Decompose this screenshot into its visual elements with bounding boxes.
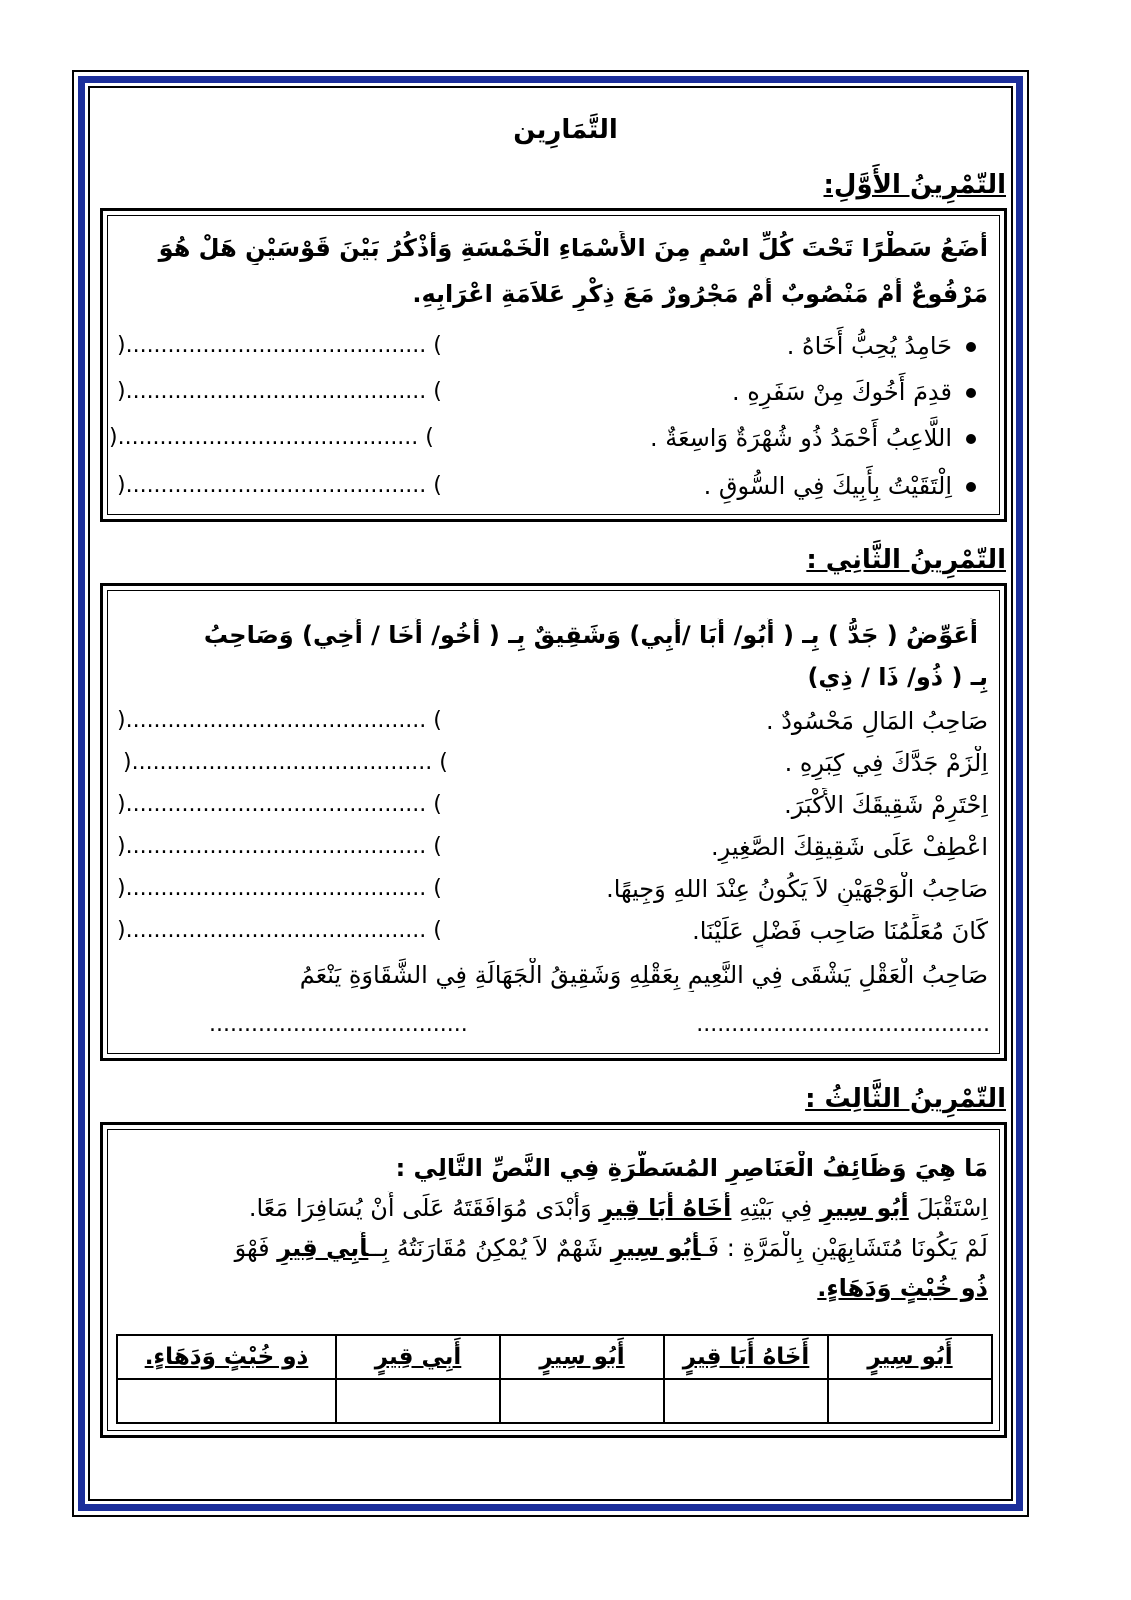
exercise-1-item: اِلْتَقَيْتُ بِأَبِيكَ فِي السُّوقِ . <box>704 469 976 503</box>
underlined-term: ذُو خُبْثٍ وَدَهَاءٍ. <box>817 1274 988 1302</box>
table-answer-cell[interactable] <box>828 1379 992 1423</box>
exercise-1-answer-blank[interactable]: )........................................... ( <box>117 333 442 358</box>
table-answer-cell[interactable] <box>664 1379 828 1423</box>
underlined-term: أَبُو سِيرٍ <box>819 1194 909 1222</box>
table-header-cell: ذو خُبْثٍ وَدَهَاءٍ. <box>117 1335 336 1379</box>
exercise-2-item: صَاحِبُ الْوَجْهَيْنِ لاَ يَكُونُ عِنْدَ اللهِ وَجِيهًا. <box>606 875 988 903</box>
exercise-1-answer-blank[interactable]: )........................................... ( <box>117 473 442 498</box>
table-answer-row <box>117 1379 992 1423</box>
exercise-3-heading: التّمْرِينُ الثَّالِثُ : <box>805 1084 1006 1114</box>
exercise-1-item: قدِمَ أَخُوكَ مِنْ سَفَرِهِ . <box>732 375 976 409</box>
underlined-term: أَخَاهُ أَبَا قِيرٍ <box>599 1194 732 1222</box>
table-header-row <box>117 1335 992 1379</box>
exercise-2-item: صَاحِبُ المَالِ مَحْسُودٌ . <box>765 707 988 735</box>
exercise-3-question: مَا هِيَ وَظَائِفُ الْعَنَاصِرِ المُسَطَّرَةِ فِي النَّصِّ التَّالِي : <box>395 1154 988 1182</box>
underlined-term: أَبُو سِيرٍ <box>610 1234 701 1262</box>
page-title: التَّمَارِين <box>513 115 618 145</box>
table-header-cell: أَبُو سِيرٍ <box>828 1335 992 1379</box>
table-header-cell: أَخَاهُ أَبَا قِيرٍ <box>664 1335 828 1379</box>
exercise-2-item: اِلْزَمْ جَدَّكَ فِي كِبَرِهِ . <box>784 749 988 777</box>
exercise-2-answer-blank[interactable]: )........................................... ( <box>123 750 448 775</box>
exercise-2-verse-answer-right[interactable]: .......................................... <box>696 1012 990 1037</box>
table-header-cell: أَبِي قِيرٍ <box>336 1335 500 1379</box>
exercise-1-instruction-line1: أَضَعُ سَطْرًا تَحْتَ كُلِّ اسْمٍ مِنَ الأَسْمَاءِ الْخَمْسَةِ وَأَذْكُرُ بَيْنَ قَوْسَيْنِ هَلْ هُوَ <box>158 234 988 262</box>
exercise-1-box <box>100 208 1007 522</box>
exercise-1-instruction-line2: مَرْفُوعٌ أَمْ مَنْصُوبٌ أَمْ مَجْرُورٌ مَعَ ذِكْرِ عَلاَمَةِ اعْرَابِهِ. <box>412 280 988 308</box>
exercise-2-answer-blank[interactable]: )........................................... ( <box>117 792 442 817</box>
exercise-2-instruction-line1: أُعَوِّضُ ( جَدُّ ) بِـ ( أَبُو/ أَبَا /أَبِي) وَشَقِيقٌ بِـ ( أَخُو/ أَخَا / أَخِي) وَصَاحِبُ <box>203 621 978 649</box>
exercise-2-item: اعْطِفْ عَلَى شَقِيقِكَ الصَّغِيرِ. <box>710 833 988 861</box>
exercise-2-heading: التّمْرِينُ الثَّانِي : <box>806 545 1006 575</box>
exercise-2-answer-blank[interactable]: )........................................... ( <box>117 918 442 943</box>
exercise-1-item: اللَّاعِبُ أَحْمَدُ ذُو شُهْرَةٌ وَاسِعَةٌ . <box>650 421 976 455</box>
exercise-2-answer-blank[interactable]: )........................................... ( <box>117 876 442 901</box>
table-answer-cell[interactable] <box>500 1379 664 1423</box>
table-header-cell: أَبُو سِيرٍ <box>500 1335 664 1379</box>
exercise-1-answer-blank[interactable]: )........................................... ( <box>109 425 434 450</box>
exercise-3-answer-table <box>116 1334 993 1424</box>
exercise-2-answer-blank[interactable]: )........................................... ( <box>117 708 442 733</box>
table-answer-cell[interactable] <box>117 1379 336 1423</box>
exercise-2-verse: صَاحِبُ الْعَقْلِ يَشْقَى فِي النَّعِيمِ بِعَقْلِهِ وَشَقِيقُ الْجَهَالَةِ فِي الشَّقَاوَةِ يَنْعَمُ <box>299 961 988 989</box>
exercise-2-answer-blank[interactable]: )........................................... ( <box>117 834 442 859</box>
exercise-3-text-line3 <box>115 1271 988 1305</box>
exercise-2-item: كَانَ مُعَلِّمُنَا صَاحِب فَضْلٍ عَلَيْنَا. <box>692 917 988 945</box>
exercise-3-text-line2: لَمْ يَكُونَا مُتَشَابِهَيْنِ بِالْمَرَّةِ : فَـأَبُو سِيرٍ شَهْمٌ لاَ يُمْكِنُ مُقَارَنَتُهُ بِــأَبِي قِيرٍ فَهْوَ <box>234 1234 988 1262</box>
table-answer-cell[interactable] <box>336 1379 500 1423</box>
exercise-3-text-line1: اِسْتَقْبَلَ أَبُو سِيرٍ فِي بَيْتِهِ أَخَاهُ أَبَا قِيرٍ وَأَبْدَى مُوَافَقَتَهُ عَلَى أَنْ يُسَافِرَا مَعًا. <box>248 1194 988 1222</box>
exercise-2-item: اِحْتَرِمْ شَقِيقَكَ الأَكْبَرَ. <box>784 791 988 819</box>
exercise-2-box <box>100 583 1007 1061</box>
exercise-1-item: حَامِدُ يُحِبُّ أَخَاهُ . <box>787 329 976 363</box>
exercise-1-answer-blank[interactable]: )........................................... ( <box>117 379 442 404</box>
exercise-2-verse-answer-left[interactable]: ..................................... <box>209 1012 468 1037</box>
exercise-1-heading: التّمْرِينُ الأَوَّلِ: <box>823 170 1006 200</box>
exercise-2-instruction-line2: بِـ ( ذُو/ ذَا / ذِي) <box>807 663 988 691</box>
underlined-term: أَبِي قِيرٍ <box>277 1234 369 1262</box>
